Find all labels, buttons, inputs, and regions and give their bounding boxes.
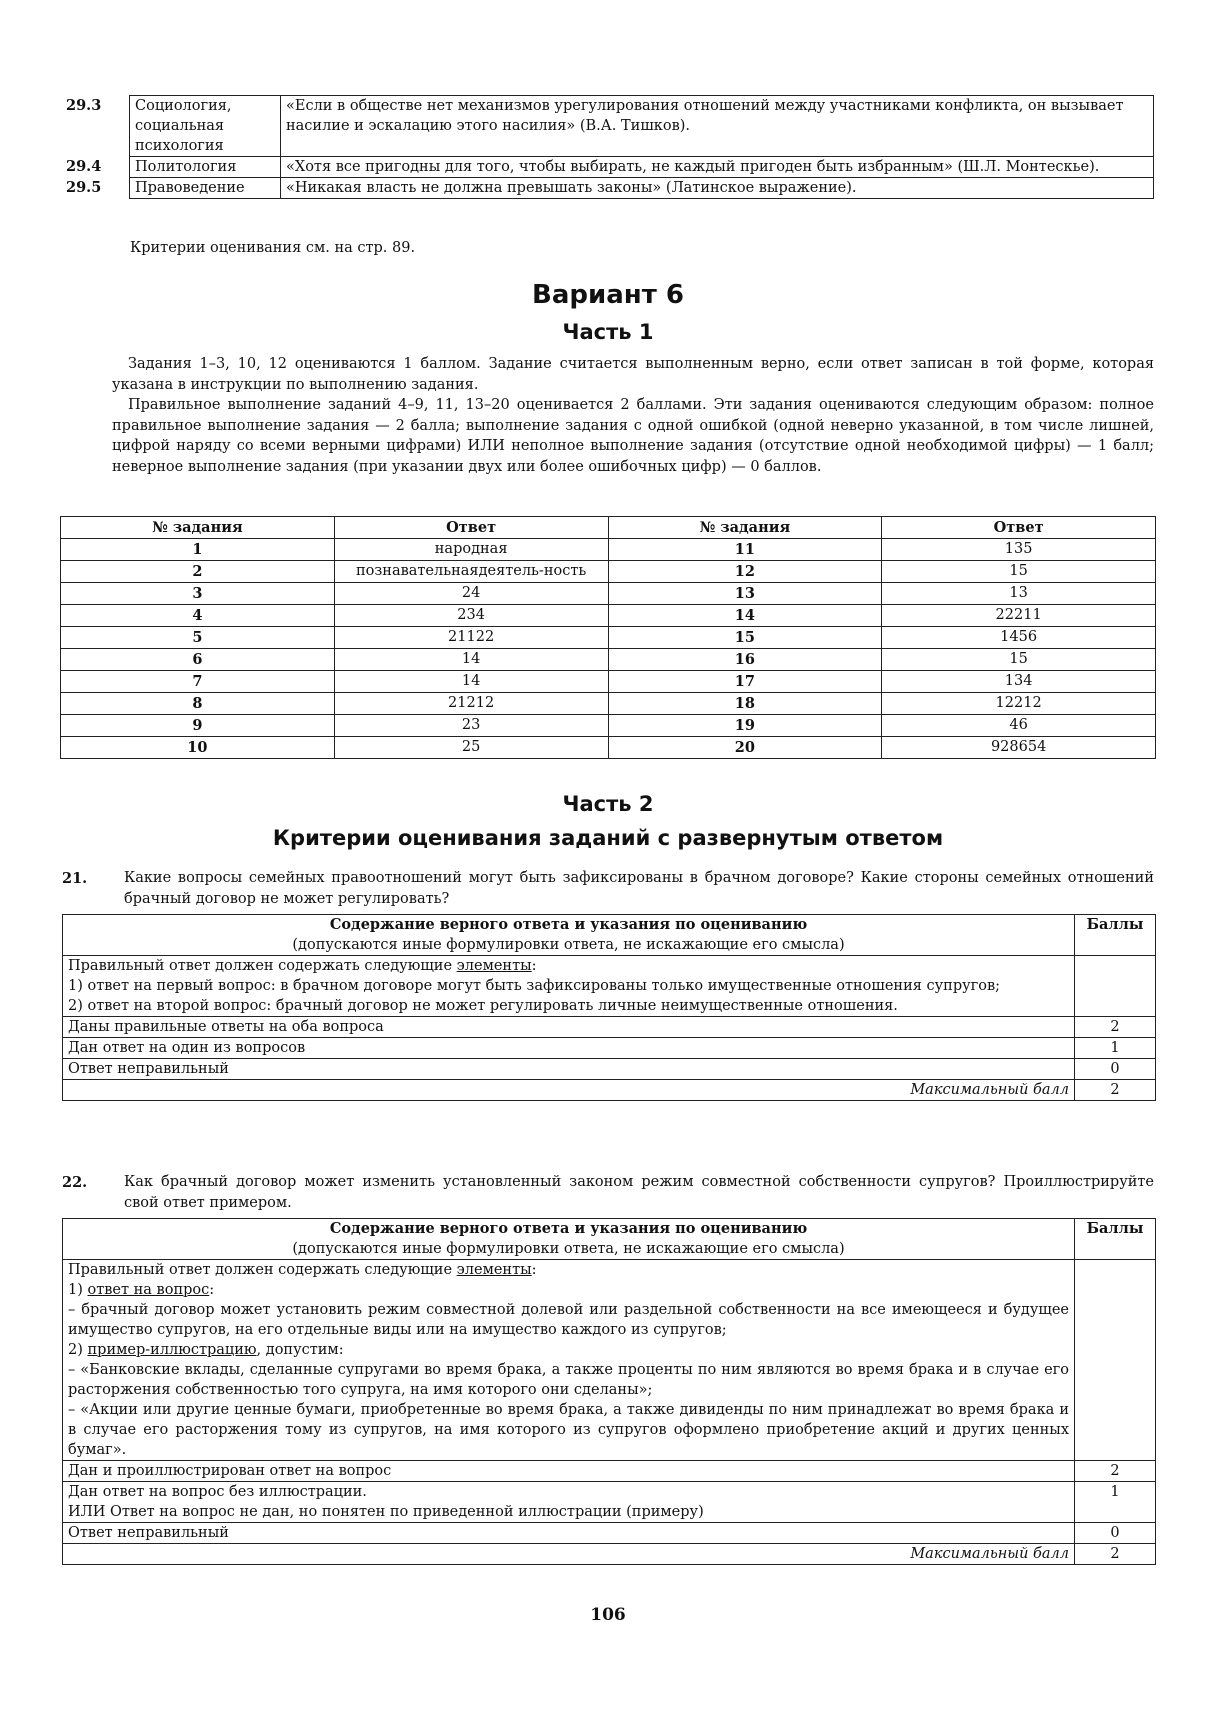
max-score-value: 2	[1075, 1544, 1156, 1565]
answer-value: 22211	[882, 605, 1156, 627]
max-score-value: 2	[1075, 1080, 1156, 1101]
task-number: 15	[608, 627, 882, 649]
question-number: 21.	[62, 870, 88, 887]
score-value: 1	[1075, 1038, 1156, 1059]
answer-value: 25	[334, 737, 608, 759]
answer-line: 2) ответ на второй вопрос: брачный договор не может регулировать личные неимущественные отношения.	[68, 998, 898, 1014]
task-number: 13	[608, 583, 882, 605]
content-header	[63, 915, 1075, 956]
score-criterion: Ответ неправильный	[63, 1059, 1075, 1080]
part2-subtitle: Критерии оценивания заданий с развернутым ответом	[272, 826, 944, 850]
table-row	[61, 671, 1156, 693]
score-value: 0	[1075, 1523, 1156, 1544]
topics-table	[62, 95, 1154, 199]
task-number: 8	[61, 693, 335, 715]
max-score-row	[63, 1080, 1156, 1101]
table-row	[63, 1260, 1156, 1461]
max-score-row	[63, 1544, 1156, 1565]
table-header-row	[63, 1219, 1156, 1260]
part2-title: Часть 2	[562, 792, 654, 816]
intro-colon: :	[531, 958, 537, 974]
table-row	[63, 1461, 1156, 1482]
score-criterion	[63, 1482, 1075, 1523]
point-underlined: ответ на вопрос	[87, 1282, 210, 1298]
answer-value: 1456	[882, 627, 1156, 649]
score-criterion: Дан и проиллюстрирован ответ на вопрос	[63, 1461, 1075, 1482]
score-header: Баллы	[1075, 1219, 1156, 1260]
field-name: Социология, социальная психология	[130, 96, 281, 157]
answer-content	[63, 1260, 1075, 1461]
table-row	[61, 649, 1156, 671]
table-row	[62, 157, 1154, 178]
max-score-label: Максимальный балл	[63, 1080, 1075, 1101]
criterion-line: Дан ответ на вопрос без иллюстрации.	[68, 1484, 367, 1500]
score-cell	[1075, 1260, 1156, 1461]
answer-value: 15	[882, 561, 1156, 583]
answers-table	[60, 516, 1156, 759]
task-number: 12	[608, 561, 882, 583]
table-row	[62, 178, 1154, 199]
header-title: Содержание верного ответа и указания по оцениванию	[329, 916, 808, 933]
table-row	[63, 1059, 1156, 1080]
answer-value: 12212	[882, 693, 1156, 715]
row-number: 29.3	[66, 96, 102, 114]
example-line: – «Банковские вклады, сделанные супругами во время брака, а также проценты по ним являются во время брака и в случае его расторжения собственностью того супруга, на имя которого они сделаны»;	[68, 1362, 1069, 1398]
score-criterion: Дан ответ на один из вопросов	[63, 1038, 1075, 1059]
task-number: 5	[61, 627, 335, 649]
part1-instructions	[112, 354, 1154, 477]
answer-value: 135	[882, 539, 1156, 561]
answer-content	[63, 956, 1075, 1017]
intro-text: Правильный ответ должен содержать следующие	[68, 958, 457, 974]
point-suffix: , допустим:	[256, 1342, 344, 1358]
answer-value: 24	[334, 583, 608, 605]
task-number: 19	[608, 715, 882, 737]
answer-value: народная	[334, 539, 608, 561]
task-number: 7	[61, 671, 335, 693]
answer-value: 14	[334, 649, 608, 671]
field-name: Правоведение	[130, 178, 281, 199]
intro-underlined: элементы	[456, 958, 532, 974]
answer-value: 928654	[882, 737, 1156, 759]
paragraph: Задания 1–3, 10, 12 оцениваются 1 баллом. Задание считается выполненным верно, если ответ записан в той форме, которая указана в инструкции по выполнению задания.	[112, 356, 1154, 393]
point-prefix: 2)	[68, 1342, 88, 1358]
question-number: 22.	[62, 1174, 88, 1191]
point-suffix: :	[209, 1282, 215, 1298]
task-number: 11	[608, 539, 882, 561]
score-value: 2	[1075, 1461, 1156, 1482]
table-header-row	[61, 517, 1156, 539]
intro	[68, 1260, 1069, 1280]
variant-title: Вариант 6	[532, 280, 684, 310]
table-row	[61, 715, 1156, 737]
criteria-table-21	[62, 914, 1156, 1101]
quote: «Хотя все пригодны для того, чтобы выбирать, не каждый пригоден быть избранным» (Ш.Л. Монтескье).	[281, 157, 1154, 178]
intro-colon: :	[531, 1262, 537, 1278]
score-criterion: Даны правильные ответы на оба вопроса	[63, 1017, 1075, 1038]
answer-value: познавательнаядеятель-ность	[334, 561, 608, 583]
table-row	[61, 737, 1156, 759]
criteria-reference: Критерии оценивания см. на стр. 89.	[130, 240, 416, 256]
task-number: 3	[61, 583, 335, 605]
answer-value: 46	[882, 715, 1156, 737]
answer-value: 15	[882, 649, 1156, 671]
table-row	[63, 1038, 1156, 1059]
score-value: 2	[1075, 1017, 1156, 1038]
question-21	[62, 868, 1154, 910]
row-number: 29.4	[66, 157, 102, 175]
table-row	[61, 627, 1156, 649]
score-header: Баллы	[1075, 915, 1156, 956]
table-row	[61, 561, 1156, 583]
score-criterion: Ответ неправильный	[63, 1523, 1075, 1544]
task-number: 18	[608, 693, 882, 715]
criteria-table-22	[62, 1218, 1156, 1565]
point-1	[68, 1280, 1069, 1300]
part1-title: Часть 1	[562, 320, 654, 344]
table-row	[62, 96, 1154, 157]
header-note: (допускаются иные формулировки ответа, не искажающие его смысла)	[292, 937, 845, 953]
task-number: 4	[61, 605, 335, 627]
table-row	[63, 1017, 1156, 1038]
quote: «Если в обществе нет механизмов урегулирования отношений между участниками конфликта, он вызывает насилие и эскалацию этого насилия» (В.А. Тишков).	[281, 96, 1154, 157]
table-header-row	[63, 915, 1156, 956]
score-value: 0	[1075, 1059, 1156, 1080]
score-cell	[1075, 956, 1156, 1017]
page-number: 106	[590, 1605, 626, 1625]
field-name: Политология	[130, 157, 281, 178]
intro-text: Правильный ответ должен содержать следующие	[68, 1262, 457, 1278]
score-value: 1	[1075, 1482, 1156, 1523]
table-row	[61, 605, 1156, 627]
answer-value: 234	[334, 605, 608, 627]
paragraph: Правильное выполнение заданий 4–9, 11, 13–20 оценивается 2 баллами. Эти задания оцениваются следующим образом: полное правильное выполнение задания — 2 балла; выполнение задания с одной ошибкой (одной неверно указанной, в том числе лишней, цифрой наряду со всеми верными цифрами) ИЛИ неполное выполнение задания (отсутствие одной необходимой цифры) — 1 балл; неверное выполнение задания (при указании двух или более ошибочных цифр) — 0 баллов.	[112, 397, 1154, 475]
question-22	[62, 1172, 1154, 1214]
task-number: 9	[61, 715, 335, 737]
column-header: № задания	[61, 517, 335, 539]
table-row	[63, 956, 1156, 1017]
answer-line: – брачный договор может установить режим совместной долевой или раздельной собственности на все имеющееся и будущее имущество супругов, на его отдельные виды или на имущество каждого из супругов;	[68, 1302, 1069, 1338]
column-header: № задания	[608, 517, 882, 539]
intro	[68, 956, 1069, 976]
criterion-line: ИЛИ Ответ на вопрос не дан, но понятен по приведенной иллюстрации (примеру)	[68, 1504, 704, 1520]
answer-value: 23	[334, 715, 608, 737]
answer-line: 1) ответ на первый вопрос: в брачном договоре могут быть зафиксированы только имущественные отношения супругов;	[68, 978, 1001, 994]
point-prefix: 1)	[68, 1282, 88, 1298]
table-row	[61, 693, 1156, 715]
task-number: 17	[608, 671, 882, 693]
header-title: Содержание верного ответа и указания по оцениванию	[329, 1220, 808, 1237]
table-row	[63, 1523, 1156, 1544]
max-score-label: Максимальный балл	[63, 1544, 1075, 1565]
answer-value: 21122	[334, 627, 608, 649]
column-header: Ответ	[334, 517, 608, 539]
task-number: 20	[608, 737, 882, 759]
row-number: 29.5	[66, 178, 102, 196]
header-note: (допускаются иные формулировки ответа, не искажающие его смысла)	[292, 1241, 845, 1257]
question-text: Какие вопросы семейных правоотношений могут быть зафиксированы в брачном договоре? Какие стороны семейных отношений брачный договор не может регулировать?	[124, 870, 1154, 907]
task-number: 1	[61, 539, 335, 561]
answer-value: 14	[334, 671, 608, 693]
task-number: 2	[61, 561, 335, 583]
answer-value: 134	[882, 671, 1156, 693]
task-number: 14	[608, 605, 882, 627]
intro-underlined: элементы	[456, 1262, 532, 1278]
point-underlined: пример-иллюстрацию	[87, 1342, 257, 1358]
point-2	[68, 1340, 1069, 1360]
example-line: – «Акции или другие ценные бумаги, приобретенные во время брака, а также дивиденды по ним принадлежат во время брака и в случае его расторжения тому из супругов, на имя которого из супругов оформлено приобретение акций и других ценных бумаг».	[68, 1402, 1069, 1458]
table-row	[63, 1482, 1156, 1523]
quote: «Никакая власть не должна превышать законы» (Латинское выражение).	[281, 178, 1154, 199]
column-header: Ответ	[882, 517, 1156, 539]
answer-value: 21212	[334, 693, 608, 715]
content-header	[63, 1219, 1075, 1260]
answer-value: 13	[882, 583, 1156, 605]
task-number: 16	[608, 649, 882, 671]
task-number: 10	[61, 737, 335, 759]
table-row	[61, 539, 1156, 561]
question-text: Как брачный договор может изменить установленный законом режим совместной собственности супругов? Проиллюстрируйте свой ответ примером.	[124, 1174, 1154, 1211]
task-number: 6	[61, 649, 335, 671]
table-row	[61, 583, 1156, 605]
